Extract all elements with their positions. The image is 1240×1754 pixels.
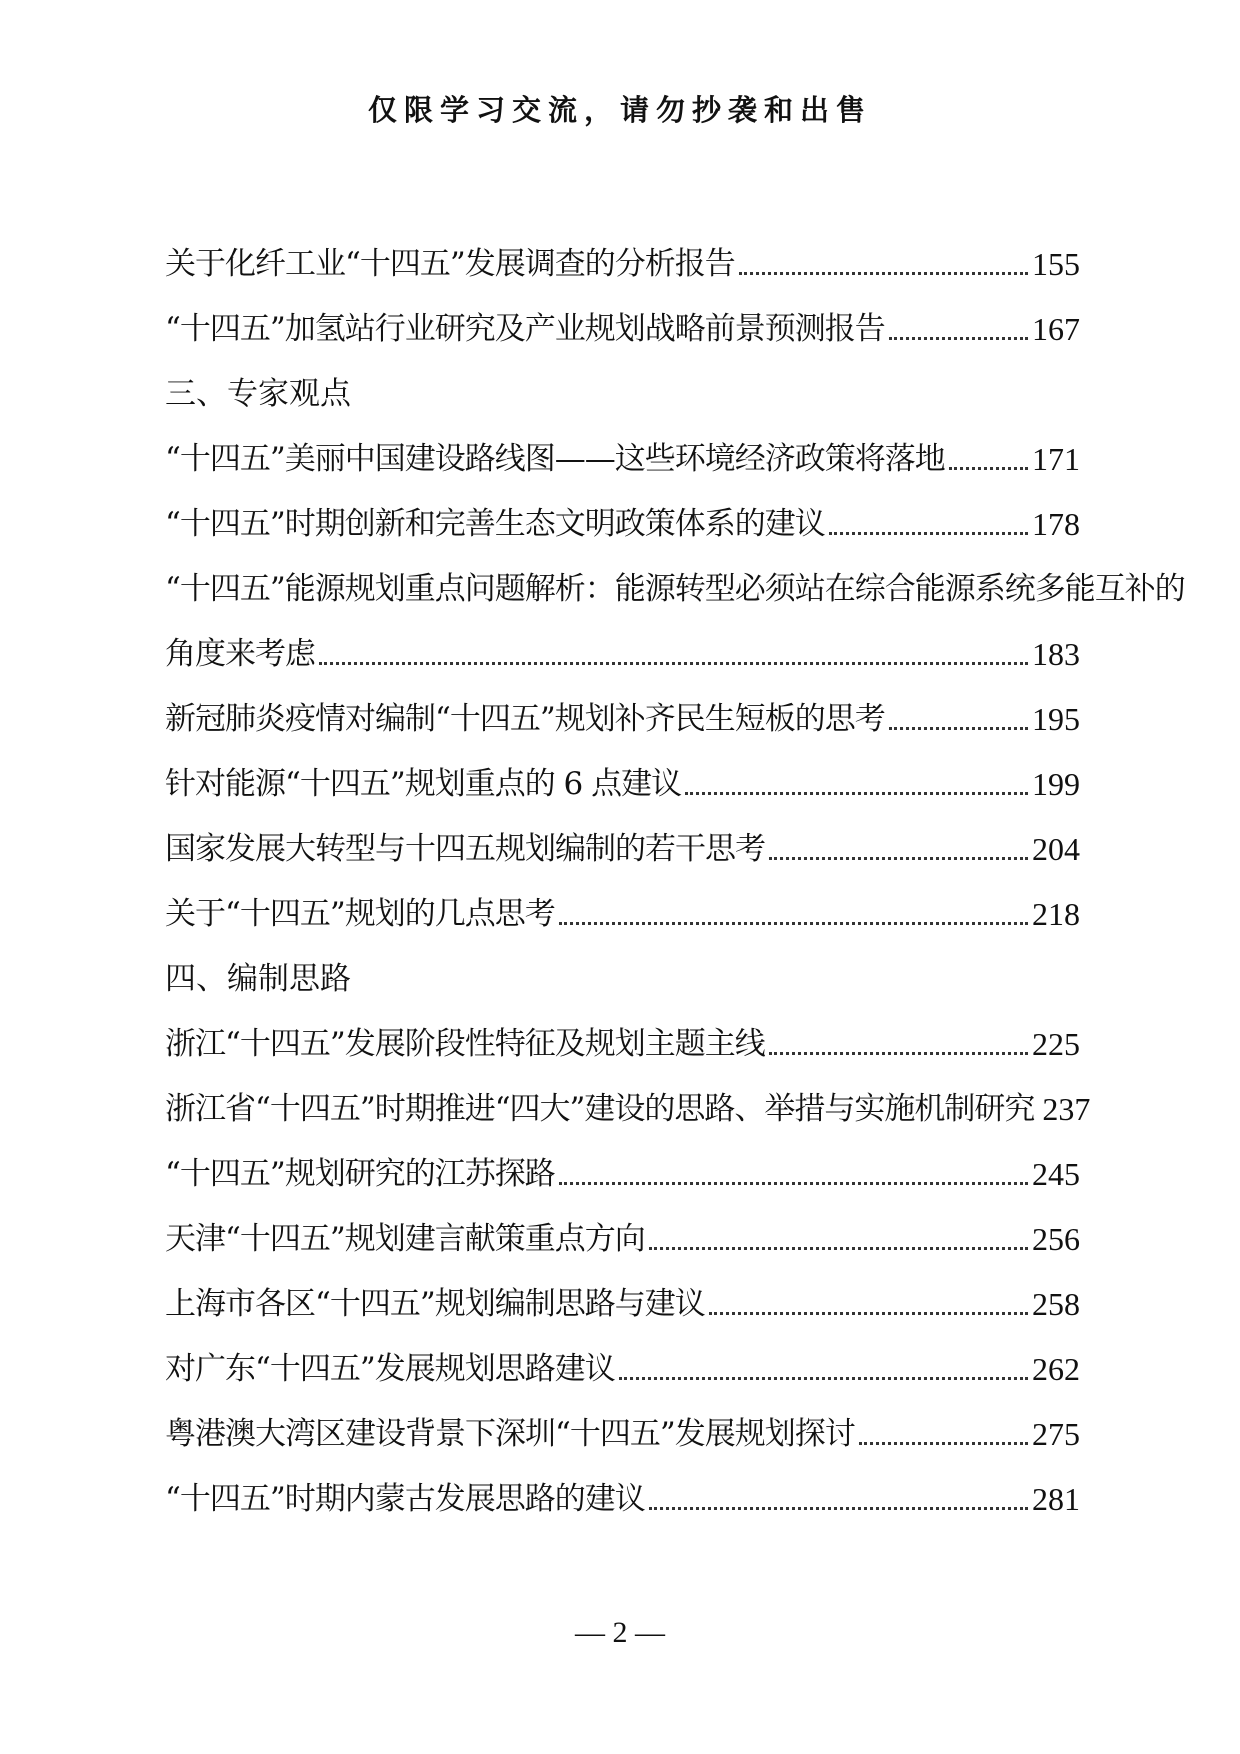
toc-entry-title: 国家发展大转型与十四五规划编制的若干思考: [165, 831, 765, 867]
toc-entry-page: 281: [1032, 1481, 1080, 1517]
toc-entry-title: 上海市各区“十四五”规划编制思路与建议: [165, 1286, 705, 1322]
toc-section-heading: [165, 937, 1080, 1002]
toc-leader-dots: [649, 1506, 1028, 1510]
toc-section-heading: [165, 352, 1080, 417]
page-header-notice: 仅限学习交流，请勿抄袭和出售: [367, 93, 872, 127]
toc-entry-title: 关于“十四五”规划的几点思考: [165, 896, 555, 932]
toc-entry-page: 183: [1032, 636, 1080, 672]
toc-entry-page: 225: [1032, 1026, 1080, 1062]
toc-entry: [165, 677, 1080, 742]
toc-entry: [165, 1067, 1091, 1132]
toc-leader-dots: [829, 531, 1028, 535]
table-of-contents: [165, 222, 1185, 1522]
toc-entry-title: 浙江“十四五”发展阶段性特征及规划主题主线: [165, 1026, 765, 1062]
toc-entry-page: 199: [1032, 766, 1080, 802]
toc-entry-page: 178: [1032, 506, 1080, 542]
toc-entry-page: 275: [1032, 1416, 1080, 1452]
toc-entry-title: 粤港澳大湾区建设背景下深圳“十四五”发展规划探讨: [165, 1416, 855, 1452]
toc-leader-dots: [859, 1441, 1028, 1445]
toc-entry: [165, 1392, 1080, 1457]
toc-entry-page: 167: [1032, 311, 1080, 347]
toc-entry-title: 对广东“十四五”发展规划思路建议: [165, 1351, 615, 1387]
toc-entry-title: 针对能源“十四五”规划重点的 6 点建议: [165, 766, 682, 802]
toc-entry-page: 195: [1032, 701, 1080, 737]
toc-entry: [165, 1457, 1080, 1522]
toc-entry-page: 171: [1032, 441, 1080, 477]
toc-leader-dots: [559, 921, 1028, 925]
toc-leader-dots: [709, 1311, 1028, 1315]
toc-entry-page: 204: [1032, 831, 1080, 867]
toc-section-title: 三、专家观点: [165, 376, 351, 412]
toc-entry-title: 新冠肺炎疫情对编制“十四五”规划补齐民生短板的思考: [165, 701, 885, 737]
toc-entry: [165, 807, 1080, 872]
toc-entry-title: 浙江省“十四五”时期推进“四大”建设的思路、举措与实施机制研究: [165, 1091, 1035, 1127]
toc-entry: [165, 222, 1080, 287]
toc-entry: [165, 1197, 1080, 1262]
toc-leader-dots: [889, 336, 1028, 340]
toc-leader-dots: [769, 1051, 1028, 1055]
toc-entry: [165, 287, 1080, 352]
toc-entry: [165, 612, 1080, 677]
toc-entry-title: “十四五”能源规划重点问题解析：能源转型必须站在综合能源系统多能互补的: [165, 571, 1185, 607]
toc-entry-page: 262: [1032, 1351, 1080, 1387]
toc-entry-title: “十四五”加氢站行业研究及产业规划战略前景预测报告: [165, 311, 885, 347]
toc-entry: [165, 1132, 1080, 1197]
toc-leader-dots: [559, 1181, 1028, 1185]
toc-leader-dots: [619, 1376, 1028, 1380]
toc-entry-title: “十四五”美丽中国建设路线图——这些环境经济政策将落地: [165, 441, 945, 477]
toc-leader-dots: [685, 791, 1028, 795]
toc-entry: [165, 872, 1080, 937]
toc-leader-dots: [949, 466, 1028, 470]
toc-leader-dots: [649, 1246, 1028, 1250]
toc-entry-page: 237: [1042, 1091, 1091, 1127]
toc-entry-title: “十四五”时期内蒙古发展思路的建议: [165, 1481, 645, 1517]
toc-entry: [165, 1327, 1080, 1392]
toc-entry-title: 角度来考虑: [165, 636, 315, 672]
toc-entry: [165, 1002, 1080, 1067]
toc-entry-title: 关于化纤工业“十四五”发展调查的分析报告: [165, 246, 735, 282]
toc-entry: [165, 742, 1080, 807]
toc-entry-page: 218: [1032, 896, 1080, 932]
toc-leader-dots: [739, 271, 1028, 275]
toc-entry-page: 258: [1032, 1286, 1080, 1322]
toc-entry: [165, 1262, 1080, 1327]
toc-entry: [165, 482, 1080, 547]
toc-entry-page: 245: [1032, 1156, 1080, 1192]
toc-entry-page: 256: [1032, 1221, 1080, 1257]
toc-entry-title: “十四五”规划研究的江苏探路: [165, 1156, 555, 1192]
toc-leader-dots: [319, 661, 1028, 665]
toc-leader-dots: [889, 726, 1028, 730]
toc-entry-title: 天津“十四五”规划建言献策重点方向: [165, 1221, 645, 1257]
toc-entry-page: 155: [1032, 246, 1080, 282]
toc-entry-title: “十四五”时期创新和完善生态文明政策体系的建议: [165, 506, 825, 542]
toc-entry-first-line: [165, 547, 1185, 612]
page-number-footer: — 2 —: [575, 1616, 665, 1649]
toc-section-title: 四、编制思路: [165, 961, 351, 997]
toc-entry: [165, 417, 1080, 482]
toc-leader-dots: [769, 856, 1028, 860]
